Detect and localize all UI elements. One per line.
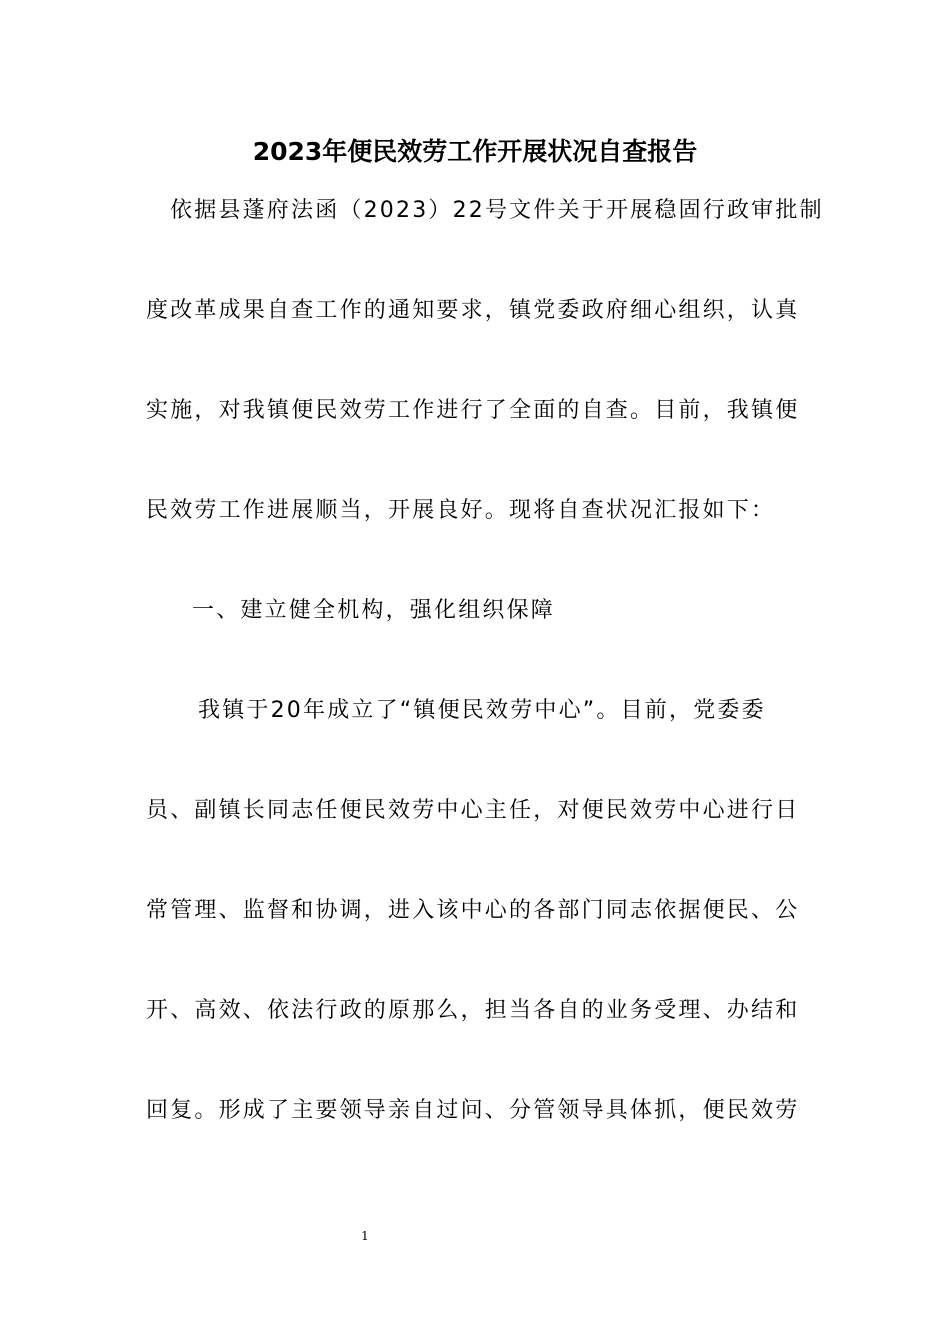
section-heading: 一、建立健全机构，强化组织保障	[192, 598, 556, 623]
paragraph-line: 常管理、监督和协调，进入该中心的各部门同志依据便民、公	[146, 898, 800, 923]
paragraph-line: 开、高效、依法行政的原那么，担当各自的业务受理、办结和	[146, 998, 800, 1023]
page-number: 1	[361, 1229, 369, 1243]
paragraph-line: 我镇于20年成立了“镇便民效劳中心”。目前，党委委	[198, 698, 766, 723]
document-title: 2023年便民效劳工作开展状况自查报告	[252, 137, 698, 166]
paragraph-line: 实施，对我镇便民效劳工作进行了全面的自查。目前，我镇便	[146, 398, 800, 423]
paragraph-line: 度改革成果自查工作的通知要求，镇党委政府细心组织，认真	[146, 298, 800, 323]
paragraph-line: 员、副镇长同志任便民效劳中心主任，对便民效劳中心进行日	[146, 798, 800, 823]
paragraph-line: 依据县蓬府法函（2023）22号文件关于开展稳固行政审批制	[170, 198, 824, 223]
paragraph-line: 民效劳工作进展顺当，开展良好。现将自查状况汇报如下：	[146, 498, 776, 523]
paragraph-line: 回复。形成了主要领导亲自过问、分管领导具体抓，便民效劳	[146, 1098, 800, 1123]
